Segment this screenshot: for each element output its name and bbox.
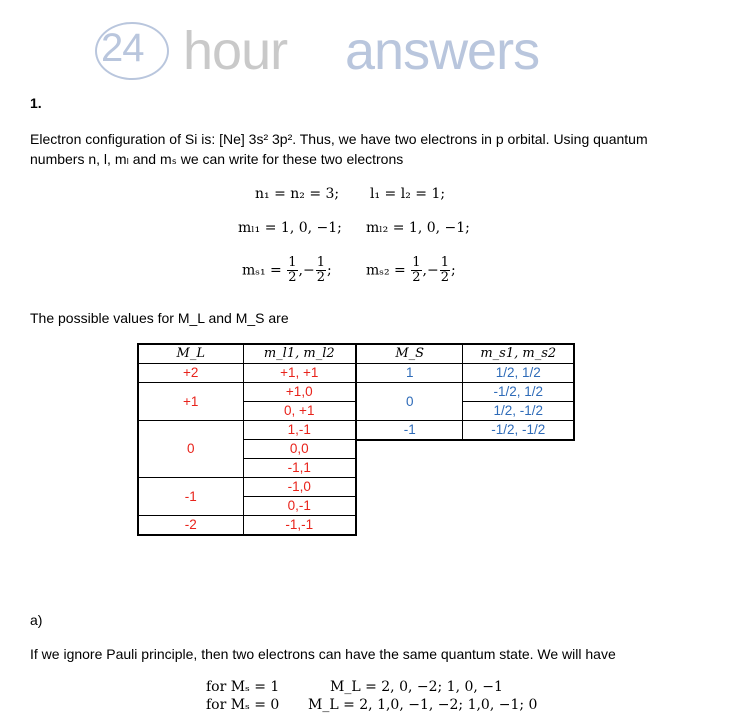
header-ml: M_L	[138, 344, 243, 364]
ms-value: 0	[356, 383, 463, 421]
eq-n: n₁ = n₂ = 3;	[255, 186, 340, 202]
ml-pair: 0, +1	[243, 402, 356, 421]
eq-ms2-label: mₛ₂ =	[366, 262, 406, 279]
ms-pair: -1/2, 1/2	[463, 383, 574, 402]
frac-half: $\frac{1}{2}$	[440, 255, 449, 285]
ms-value: -1	[356, 421, 463, 441]
result-val-1: M_L = 2, 0, −2; 1, 0, −1	[330, 679, 503, 695]
ml-table	[137, 343, 357, 536]
header-ml-pairs: m_l1, m_l2	[243, 344, 356, 364]
ml-value: +2	[138, 364, 243, 383]
problem-number: 1.	[30, 95, 42, 111]
ml-pair: -1,-1	[243, 516, 356, 536]
eq-ml1: mₗ₁ = 1, 0, −1;	[238, 220, 342, 236]
ml-value: -2	[138, 516, 243, 536]
ml-pair: +1, +1	[243, 364, 356, 383]
eq-ms2: mₛ₂ = $\frac{1}{2}$ ,− $\frac{1}{2}$ ;	[366, 255, 456, 285]
ms-pair: 1/2, -1/2	[463, 402, 574, 421]
ml-pair: 0,-1	[243, 497, 356, 516]
header-ms-pairs: m_s1, m_s2	[463, 344, 574, 364]
eq-l: l₁ = l₂ = 1;	[370, 186, 446, 202]
frac-half: $\frac{1}{2}$	[288, 255, 297, 285]
ml-value: +1	[138, 383, 243, 421]
site-logo	[95, 16, 575, 86]
eq-ms1: mₛ₁ = $\frac{1}{2}$ ,− $\frac{1}{2}$ ;	[242, 255, 332, 285]
header-ms: M_S	[356, 344, 463, 364]
ml-value: -1	[138, 478, 243, 516]
result-for-2: for Mₛ = 0	[206, 697, 280, 713]
ms-pair: 1/2, 1/2	[463, 364, 574, 383]
ml-pair: 1,-1	[243, 421, 356, 440]
ml-pair: +1,0	[243, 383, 356, 402]
result-for-1: for Mₛ = 1	[206, 679, 280, 695]
ml-pair: 0,0	[243, 440, 356, 459]
part-a-label: a)	[30, 612, 43, 628]
ms-value: 1	[356, 364, 463, 383]
eq-ms1-label: mₛ₁ =	[242, 262, 282, 279]
eq-ml2: mₗ₂ = 1, 0, −1;	[366, 220, 470, 236]
result-val-2: M_L = 2, 1,0, −1, −2; 1,0, −1; 0	[308, 697, 538, 713]
possible-values-text: The possible values for M_L and M_S are	[30, 310, 289, 326]
ml-pair: -1,1	[243, 459, 356, 478]
logo-number: 24	[101, 26, 144, 70]
intro-line-1: Electron configuration of Si is: [Ne] 3s² 3p². Thus, we have two electrons in p orbital. Using quantum	[30, 131, 648, 147]
ml-value: 0	[138, 421, 243, 478]
intro-line-2: numbers n, l, mₗ and mₛ we can write for these two electrons	[30, 151, 404, 167]
frac-half: $\frac{1}{2}$	[412, 255, 421, 285]
ms-table	[355, 343, 575, 441]
frac-half: $\frac{1}{2}$	[316, 255, 325, 285]
logo-text-answers: answers	[345, 21, 540, 81]
pauli-text: If we ignore Pauli principle, then two electrons can have the same quantum state. We will have	[30, 646, 616, 662]
ml-pair: -1,0	[243, 478, 356, 497]
logo-text-hour: hour	[183, 21, 288, 81]
ms-pair: -1/2, -1/2	[463, 421, 574, 441]
